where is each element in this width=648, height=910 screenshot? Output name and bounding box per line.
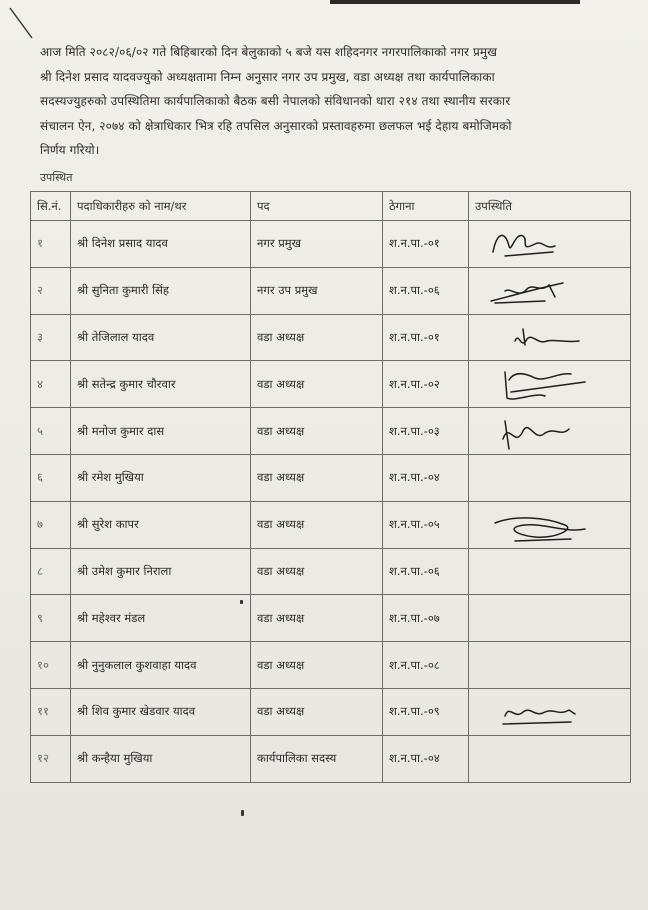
ink-speck <box>241 810 244 816</box>
signature-mark <box>475 690 625 734</box>
address-cell: श.न.पा.-०८ <box>383 642 469 689</box>
post-cell: वडा अध्यक्ष <box>251 314 383 361</box>
signature-mark <box>475 222 625 266</box>
post-cell: वडा अध्यक्ष <box>251 642 383 689</box>
signature-cell <box>469 548 631 595</box>
name-cell: श्री कन्हैया मुखिया <box>71 735 251 782</box>
paragraph-line: संचालन ऐन, २०७४ को क्षेत्राधिकार भित्र रहि तपसिल अनुसारको प्रस्तावहरुमा छलफल भई देहाय बमोजिमको <box>40 118 512 133</box>
paragraph-line: सदस्यज्युहरुको उपस्थितिमा कार्यपालिकाको बैठक बसी नेपालको संविधानको धारा २१४ तथा स्थानीय सरकार <box>40 94 511 108</box>
name-cell: श्री सुरेश कापर <box>71 501 251 548</box>
paragraph-line: आज मिति २०८२/०६/०२ गते बिहिबारको दिन बेलुकाको ५ बजे यस शहिदनगर नगरपालिकाको नगर प्रमुख <box>40 45 498 59</box>
signature-cell <box>469 408 631 455</box>
col-header-address: ठेगाना <box>383 192 469 221</box>
table-row <box>31 221 631 268</box>
table-row <box>31 314 631 361</box>
signature-cell <box>469 735 631 782</box>
signature-cell <box>469 501 631 548</box>
serial-cell: ५ <box>31 408 71 455</box>
signature-cell <box>469 221 631 268</box>
address-cell: श.न.पा.-०७ <box>383 595 469 642</box>
signature-mark <box>475 269 625 313</box>
ink-speck <box>240 600 243 604</box>
scan-edge <box>330 0 580 4</box>
signature-mark <box>475 503 625 547</box>
post-cell: वडा अध्यक्ष <box>251 548 383 595</box>
serial-cell: ९ <box>31 595 71 642</box>
name-cell: श्री रमेश मुखिया <box>71 454 251 501</box>
attendance-table <box>30 191 631 783</box>
address-cell: श.न.पा.-०५ <box>383 501 469 548</box>
address-cell: श.न.पा.-०४ <box>383 735 469 782</box>
signature-mark <box>475 315 625 359</box>
name-cell: श्री मनोज कुमार दास <box>71 408 251 455</box>
table-row <box>31 501 631 548</box>
post-cell: वडा अध्यक्ष <box>251 454 383 501</box>
serial-cell: २ <box>31 267 71 314</box>
col-header-attendance: उपस्थिति <box>469 192 631 221</box>
name-cell: श्री तेजिलाल यादव <box>71 314 251 361</box>
table-header-row <box>31 192 631 221</box>
address-cell: श.न.पा.-०१ <box>383 221 469 268</box>
post-cell: कार्यपालिका सदस्य <box>251 735 383 782</box>
attendance-heading: उपस्थित <box>40 171 73 184</box>
post-cell: वडा अध्यक्ष <box>251 595 383 642</box>
name-cell: श्री नुनुकलाल कुशवाहा यादव <box>71 642 251 689</box>
address-cell: श.न.पा.-०६ <box>383 267 469 314</box>
address-cell: श.न.पा.-०९ <box>383 688 469 735</box>
post-cell: वडा अध्यक्ष <box>251 361 383 408</box>
post-cell: वडा अध्यक्ष <box>251 688 383 735</box>
paragraph-line: श्री दिनेश प्रसाद यादवज्युको अध्यक्षतामा निम्न अनुसार नगर उप प्रमुख, वडा अध्यक्ष तथा कार्यपालिकाका <box>40 69 495 84</box>
serial-cell: ४ <box>31 361 71 408</box>
col-header-serial: सि.नं. <box>31 192 71 221</box>
name-cell: श्री सतेन्द्र कुमार चौरवार <box>71 361 251 408</box>
name-cell: श्री महेश्वर मंडल <box>71 595 251 642</box>
serial-cell: १२ <box>31 735 71 782</box>
serial-cell: ११ <box>31 688 71 735</box>
post-cell: वडा अध्यक्ष <box>251 501 383 548</box>
serial-cell: ६ <box>31 454 71 501</box>
name-cell: श्री सुनिता कुमारी सिंह <box>71 267 251 314</box>
signature-cell <box>469 642 631 689</box>
address-cell: श.न.पा.-०३ <box>383 408 469 455</box>
signature-cell <box>469 595 631 642</box>
serial-cell: १ <box>31 221 71 268</box>
address-cell: श.न.पा.-०१ <box>383 314 469 361</box>
name-cell: श्री दिनेश प्रसाद यादव <box>71 221 251 268</box>
table-row <box>31 595 631 642</box>
table-row <box>31 735 631 782</box>
post-cell: वडा अध्यक्ष <box>251 408 383 455</box>
address-cell: श.न.पा.-०२ <box>383 361 469 408</box>
signature-mark <box>475 409 625 453</box>
signature-mark <box>475 362 625 406</box>
serial-cell: ७ <box>31 501 71 548</box>
table-row <box>31 408 631 455</box>
table-row <box>31 688 631 735</box>
table-row <box>31 454 631 501</box>
name-cell: श्री शिव कुमार खेडवार यादव <box>71 688 251 735</box>
signature-cell <box>469 361 631 408</box>
signature-cell <box>469 267 631 314</box>
table-row <box>31 267 631 314</box>
post-cell: नगर उप प्रमुख <box>251 267 383 314</box>
signature-cell <box>469 314 631 361</box>
post-cell: नगर प्रमुख <box>251 221 383 268</box>
serial-cell: ८ <box>31 548 71 595</box>
col-header-post: पद <box>251 192 383 221</box>
pen-stroke-mark <box>6 6 36 40</box>
address-cell: श.न.पा.-०६ <box>383 548 469 595</box>
table-row <box>31 548 631 595</box>
name-cell: श्री उमेश कुमार निराला <box>71 548 251 595</box>
serial-cell: ३ <box>31 314 71 361</box>
table-row <box>31 361 631 408</box>
signature-cell <box>469 454 631 501</box>
decision-paragraph <box>40 40 630 163</box>
address-cell: श.न.पा.-०४ <box>383 454 469 501</box>
col-header-name: पदाधिकारीहरु को नाम/थर <box>71 192 251 221</box>
paragraph-line: निर्णय गरियो। <box>40 143 100 157</box>
serial-cell: १० <box>31 642 71 689</box>
signature-cell <box>469 688 631 735</box>
table-row <box>31 642 631 689</box>
